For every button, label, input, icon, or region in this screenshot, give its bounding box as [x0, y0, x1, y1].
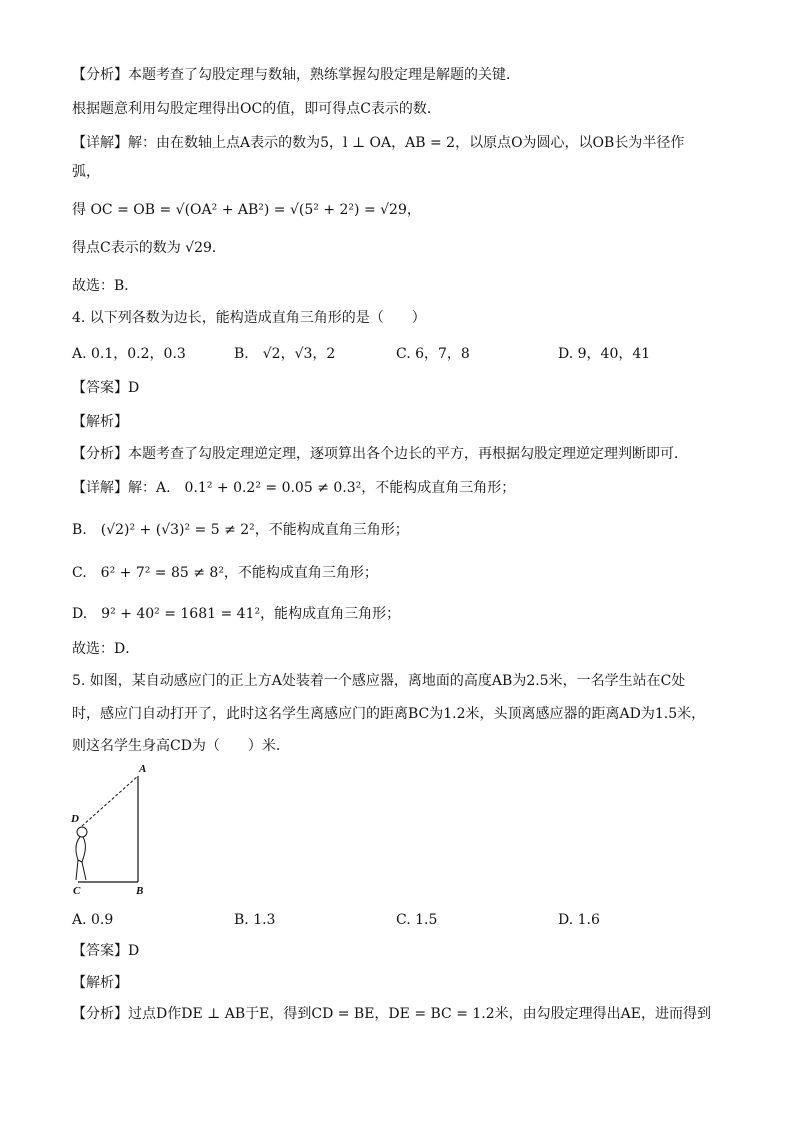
- q4-jiexi-heading: 【解析】: [72, 414, 128, 430]
- q5-options: [72, 910, 732, 930]
- q5-analysis: 【分析】过点D作DE ⊥ AB于E，得到CD = BE，DE = BC = 1.2米，由勾股定理得出AE，进而得到: [72, 1006, 711, 1022]
- sensor-door-figure: [70, 762, 160, 898]
- q5-option-c: C. 1.5: [396, 912, 438, 928]
- q4-detail-a: 【详解】解：A. 0.1² + 0.2² = 0.05 ≠ 0.3²，不能构成直角三角形；: [72, 480, 516, 496]
- q4-detail-c: C. 6² + 7² = 85 ≠ 8²，不能构成直角三角形；: [72, 565, 378, 581]
- label-c: C: [73, 885, 81, 897]
- q4-detail-d: D. 9² + 40² = 1681 = 41²，能构成直角三角形；: [72, 606, 401, 622]
- choose-line-q3: 故选：B．: [72, 278, 139, 294]
- q5-answer: 【答案】D: [72, 943, 140, 959]
- q4-analysis: 【分析】本题考查了勾股定理逆定理，逐项算出各个边长的平方，再根据勾股定理逆定理判断即可．: [72, 446, 688, 462]
- q5-option-a: A. 0.9: [72, 912, 114, 928]
- result-line: 得点C表示的数为 √29．: [72, 240, 226, 256]
- label-a: A: [139, 763, 147, 775]
- q4-answer: 【答案】D: [72, 380, 140, 396]
- question-5-line-3: 则这名学生身高CD为（ ）米．: [72, 738, 290, 754]
- formula-line: 得 OC = OB = √(OA² + AB²) = √(5² + 2²) = √29，: [72, 202, 421, 218]
- detail-line-2: 弧，: [72, 164, 100, 180]
- q4-option-c: C. 6，7，8: [396, 346, 470, 362]
- question-5-line-1: 5. 如图，某自动感应门的正上方A处装着一个感应器，离地面的高度AB为2.5米，一名学生站在C处: [72, 673, 686, 689]
- label-d: D: [71, 813, 79, 825]
- q4-option-b: B. √2，√3，2: [234, 346, 336, 362]
- label-b: B: [136, 885, 144, 897]
- q5-option-d: D. 1.6: [558, 912, 600, 928]
- q4-options: [72, 344, 732, 364]
- student-head: [77, 827, 87, 837]
- detail-line-1: 【详解】解：由在数轴上点A表示的数为5，l ⊥ OA，AB = 2，以原点O为圆心，以OB长为半径作: [72, 135, 685, 151]
- q4-option-d: D. 9，40，41: [558, 346, 651, 362]
- question-4: 4. 以下列各数为边长，能构造成直角三角形的是（ ）: [72, 310, 426, 326]
- question-5-line-2: 时，感应门自动打开了，此时这名学生离感应门的距离BC为1.2米，头顶离感应器的距离AD为1.5米，: [72, 706, 706, 722]
- q5-option-b: B. 1.3: [234, 912, 276, 928]
- q4-detail-b: B. (√2)² + (√3)² = 5 ≠ 2²，不能构成直角三角形；: [72, 522, 409, 538]
- analysis-line-1: 【分析】本题考查了勾股定理与数轴，熟练掌握勾股定理是解题的关键．: [72, 67, 520, 83]
- q4-option-a: A. 0.1，0.2，0.3: [72, 346, 186, 362]
- q5-jiexi-heading: 【解析】: [72, 975, 128, 991]
- dashed-line-da: [82, 776, 138, 826]
- student-body: [76, 837, 86, 880]
- q4-choose: 故选：D．: [72, 641, 140, 657]
- analysis-line-2: 根据题意利用勾股定理得出OC的值，即可得点C表示的数．: [72, 101, 441, 117]
